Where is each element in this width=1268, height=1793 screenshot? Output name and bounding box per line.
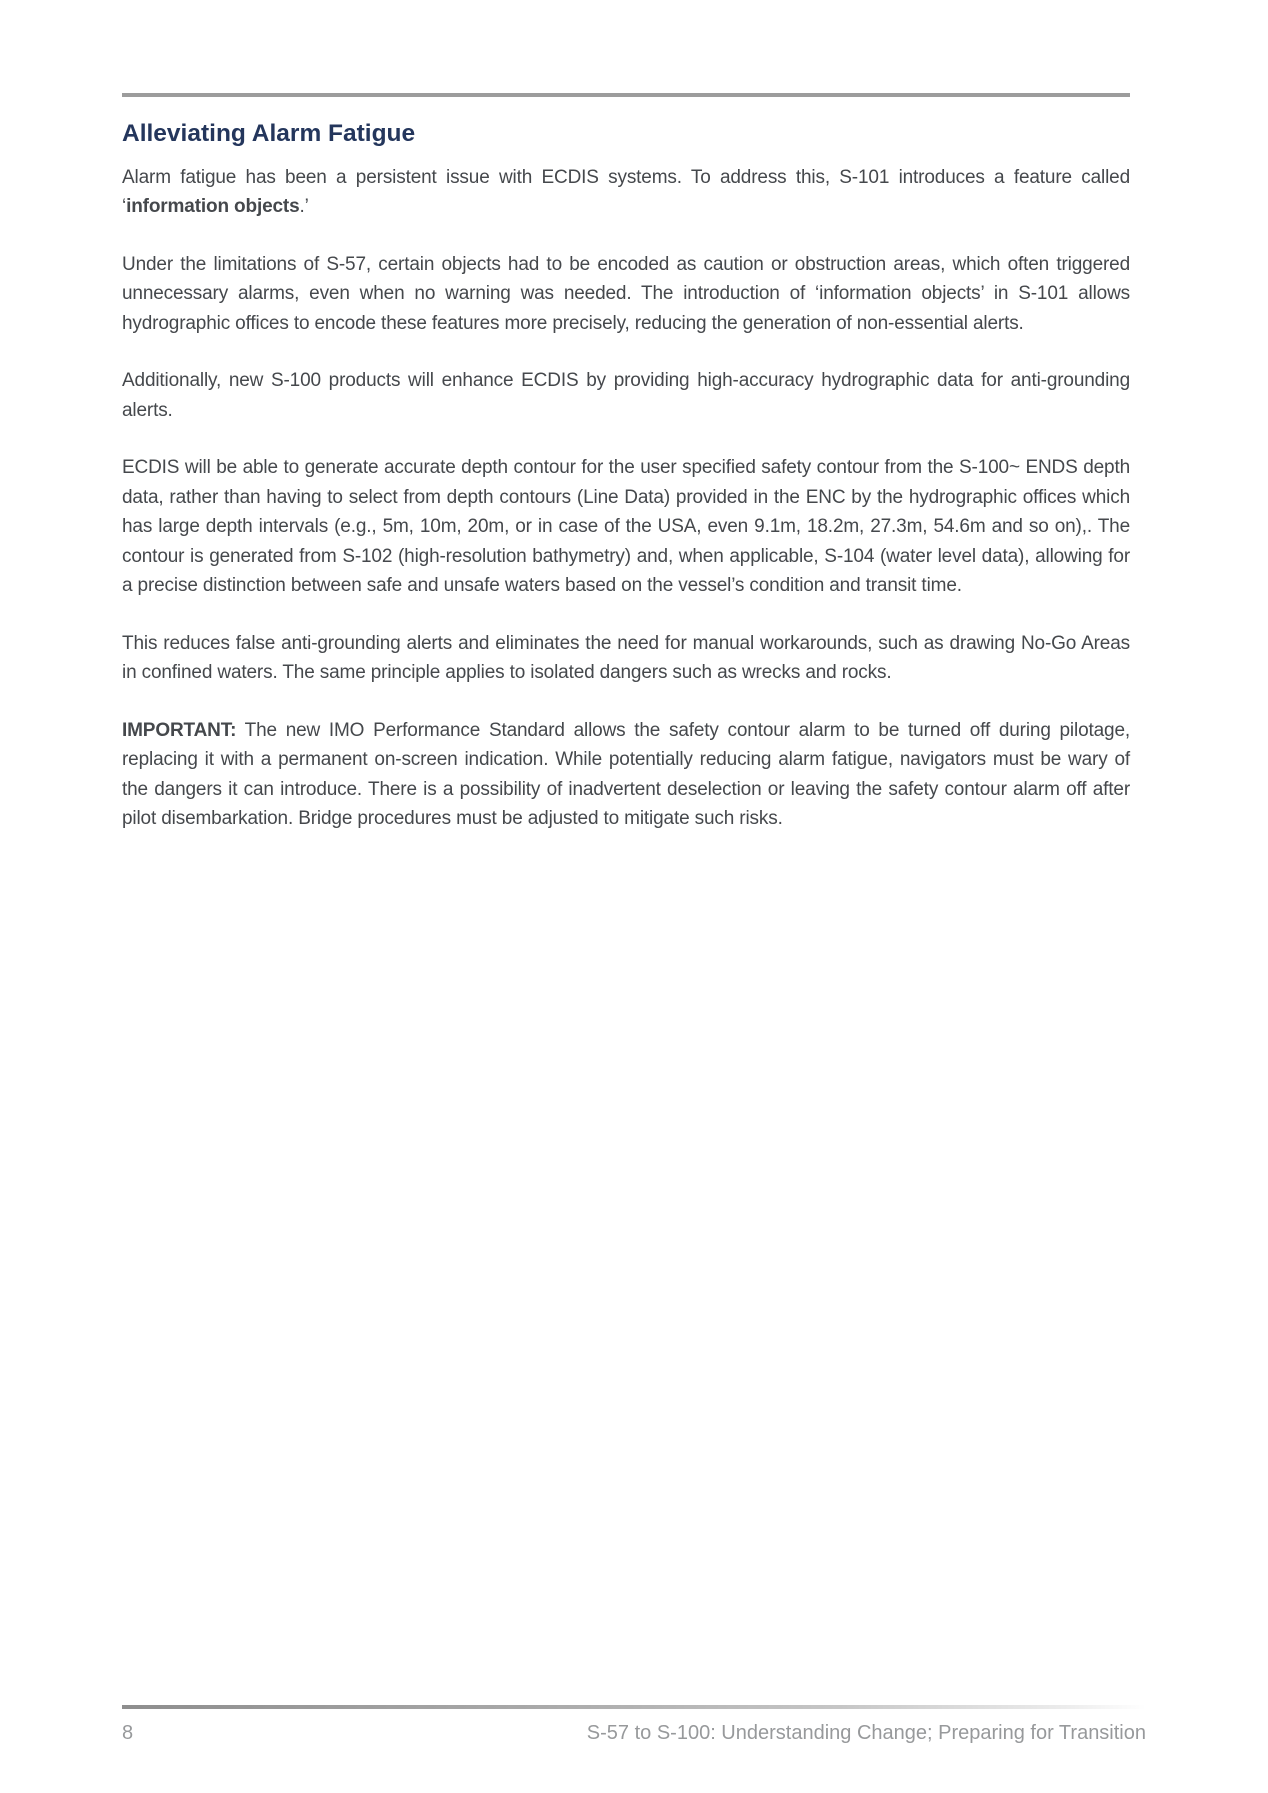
text-run: This reduces false anti-grounding alerts and eliminates the need for manual workarounds, such as drawing No-Go Areas in confined waters. The same principle applies to isolated dangers such as wrecks and rocks. <box>122 632 1130 684</box>
page-footer <box>122 1705 1146 1745</box>
page-content <box>122 93 1130 834</box>
paragraph <box>122 250 1130 339</box>
text-run: Additionally, new S-100 products will enhance ECDIS by providing high-accuracy hydrographic data for anti-grounding alerts. <box>122 370 1130 421</box>
section-heading: Alleviating Alarm Fatigue <box>122 120 416 147</box>
header-rule <box>122 93 1130 97</box>
paragraph <box>122 453 1130 601</box>
footer-row <box>122 1721 1146 1745</box>
text-run: information objects <box>126 196 300 218</box>
text-run: The new IMO Performance Standard allows the safety contour alarm to be turned off during pilotage, replacing it with a permanent on-screen indication. While potentially reducing alarm fatigue, navigators must be wary of the dangers it can introduce. There is a possibility of inadvertent deselection or leaving the safety contour alarm off after pilot disembarkation. Bridge procedures must be adjusted to mitigate such risks. <box>122 719 1130 830</box>
paragraph <box>122 163 1130 222</box>
footer-rule <box>122 1705 1146 1709</box>
body-paragraphs <box>122 163 1130 834</box>
paragraph <box>122 629 1130 688</box>
paragraph <box>122 716 1130 834</box>
text-run: .’ <box>299 196 309 218</box>
text-run: ECDIS will be able to generate accurate depth contour for the user specified safety contour from the S-100~ ENDS depth data, rather than having to select from depth contours (Line Data) provided in the ENC by the hydrographic offices which has large depth intervals (e.g., 5m, 10m, 20m, or in case of the USA, even 9.1m, 18.2m, 27.3m, 54.6m and so on),. The contour is generated from S-102 (high-resolution bathymetry) and, when applicable, S-104 (water level data), allowing for a precise distinction between safe and unsafe waters based on the vessel’s condition and transit time. <box>122 457 1130 597</box>
text-run: Alarm fatigue has been a persistent issue with ECDIS systems. To address this, S-101 introduces a feature called ‘ <box>122 166 1130 218</box>
footer-title: S-57 to S-100: Understanding Change; Preparing for Transition <box>586 1722 1146 1744</box>
text-run: Under the limitations of S-57, certain objects had to be encoded as caution or obstruction areas, which often triggered unnecessary alarms, even when no warning was needed. The introduction of ‘information objects’ in S-101 allows hydrographic offices to encode these features more precisely, reducing the generation of non-essential alerts. <box>122 253 1130 334</box>
paragraph <box>122 366 1130 425</box>
page-number: 8 <box>122 1722 134 1744</box>
text-run: IMPORTANT: <box>122 719 237 741</box>
